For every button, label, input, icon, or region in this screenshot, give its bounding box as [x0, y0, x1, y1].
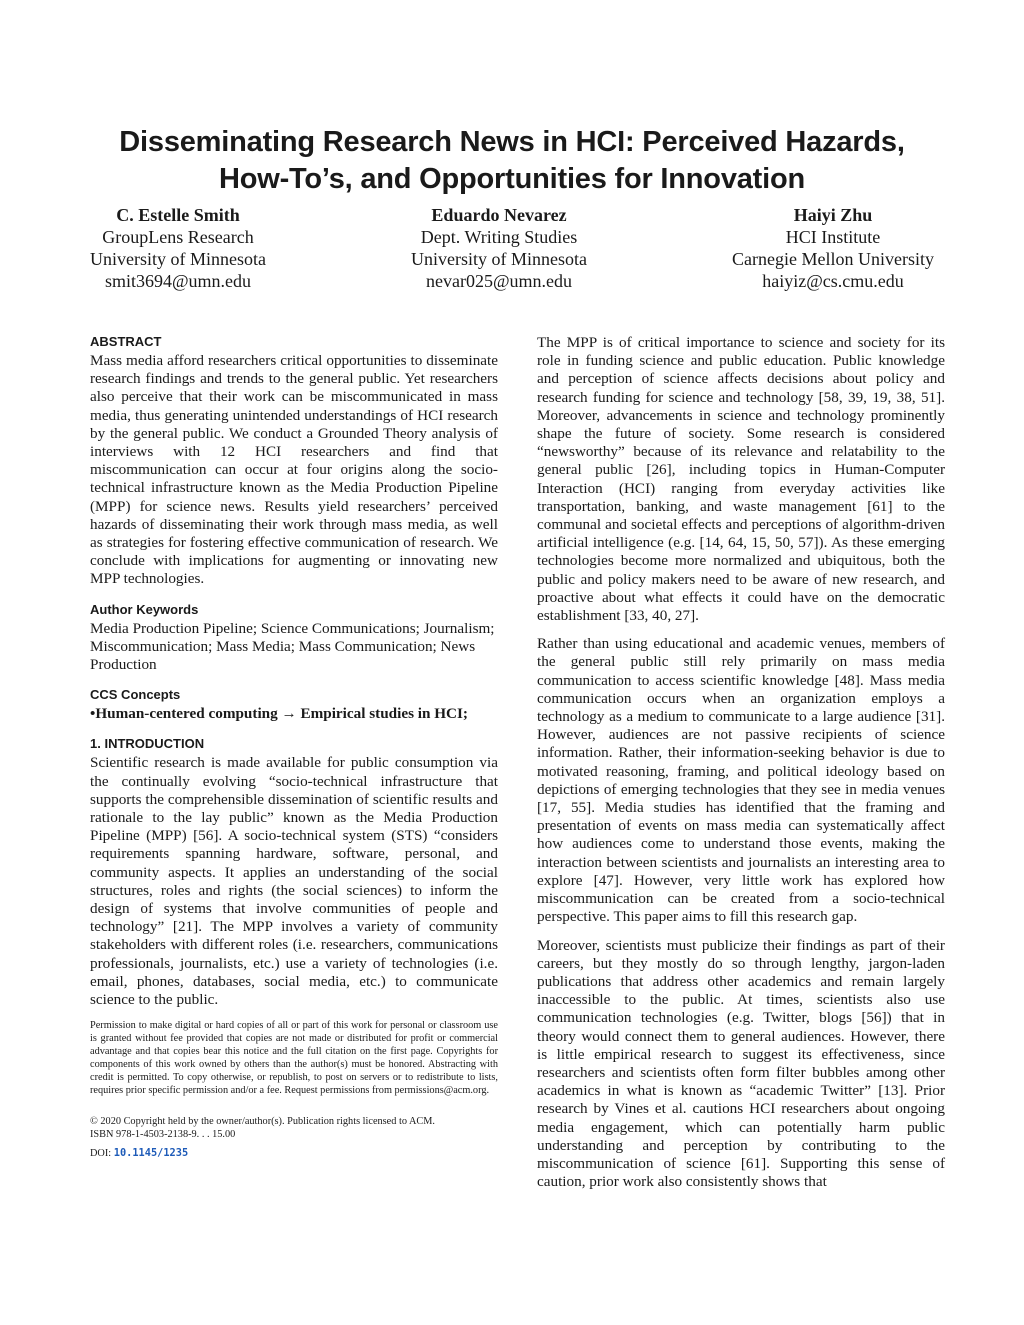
intro-paragraph-3: Rather than using educational and academic venues, members of the general public still rely primarily on mass media communication to access scientific knowledge [48]. Mass media communication occurs when an organization employs a technology as a medium to communicate to a large audience [31]. However, audiences are not passive recipients of science information. Rather, their information-seeking behavior is due to motivated reasoning, framing, and political ideology based on depictions of emerging technologies that they see in media venues [17, 55]. Media studies has identified that the framing and presentation of events on mass media can systematically affect how audiences come to understand those events, making the interaction between scientists and journalists an interesting area to explore [47]. However, very little work has explored how miscommunication can be created from a socio-technical perspective. This paper aims to fill this research gap.	[537, 635, 945, 926]
author-1	[90, 204, 266, 292]
author-department: GroupLens Research	[102, 227, 254, 247]
author-name: Eduardo Nevarez	[431, 205, 567, 225]
author-name: C. Estelle Smith	[116, 205, 240, 225]
author-department: Dept. Writing Studies	[420, 227, 578, 247]
isbn-text: ISBN 978-1-4503-2138-9. . . 15.00	[90, 1129, 236, 1141]
ccs-part-1: •Human-centered computing	[90, 705, 278, 723]
title-line-1: Disseminating Research News in HCI: Perceived Hazards,	[119, 126, 905, 158]
ccs-heading: CCS Concepts	[90, 687, 181, 703]
left-column	[90, 334, 498, 1160]
abstract-section	[90, 334, 498, 589]
doi-label: DOI:	[90, 1148, 112, 1160]
arrow-icon: →	[281, 705, 297, 723]
abstract-text: Mass media afford researchers critical opportunities to disseminate research findings and trends to the general public. Yet researchers also perceive that their work can be miscommunicated in mass media, thus generating unintended understandings of HCI research by the general public. We conduct a Grounded Theory analysis of interviews with 12 HCI researchers and find that miscommunication can occur at four origins along the socio-technical infrastructure known as the Media Production Pipeline (MPP) for science news. Results yield researchers’ perceived hazards of disseminating their work through mass media, as well as strategies for fostering effective communication of research. We conclude with implications for augmenting or innovating new MPP technologies.	[90, 352, 498, 588]
keywords-section	[90, 602, 498, 675]
introduction-heading: 1. INTRODUCTION	[90, 736, 205, 752]
permission-notice: Permission to make digital or hard copies of all or part of this work for personal or classroom use is granted without fee provided that copies are not made or distributed for profit or commercial advantage and that copies bear this notice and the full citation on the first page. Copyrights for components of this work owned by others than the author(s) must be honored. Abstracting with credit is permitted. To copy otherwise, or republish, to post on servers or to redistribute to lists, requires prior specific permission and/or a fee. Request permissions from permissions@acm.org.	[90, 1020, 498, 1097]
doi-line	[90, 1147, 498, 1160]
author-block	[90, 204, 934, 292]
paper-title	[60, 124, 964, 198]
author-name: Haiyi Zhu	[793, 205, 873, 225]
right-column	[537, 334, 945, 1201]
ccs-text	[90, 705, 498, 723]
copyright-notice	[90, 1115, 498, 1141]
author-email[interactable]: nevar025@umn.edu	[425, 271, 573, 291]
author-university: Carnegie Mellon University	[732, 249, 934, 269]
intro-paragraph-4: Moreover, scientists must publicize their findings as part of their careers, but they mostly do so through lengthy, jargon-laden publications that address other academics and remain largely inaccessible to the public. At times, scientists also use communication technologies (e.g. Twitter, blogs [56]) that in theory would connect them to general audiences. However, there is little empirical research to suggest its effectiveness, since researchers and scientists often form filter bubbles among other academics in what is known as “academic Twitter” [13]. Prior research by Vines et al. cautions HCI researchers about ongoing media engagement, which can potentially harm public understanding and perception by contributing to the miscommunication of science [61]. Supporting this sense of caution, prior work also consistently shows that	[537, 936, 945, 1191]
author-email[interactable]: haiyiz@cs.cmu.edu	[762, 271, 904, 291]
doi-link[interactable]: 10.1145/1235	[113, 1147, 189, 1160]
introduction-text: Scientific research is made available for public consumption via the continually evolving “socio-technical infrastructure that supports the comprehensible dissemination of scientific results and rationale to the lay public” known as the Media Production Pipeline (MPP) [56]. A socio-technical system (STS) “considers requirements spanning hardware, software, personal, and community aspects. It applies an understanding of the social structures, roles and rights (the social sciences) to inform the design of systems that involve communities of people and technology” [21]. The MPP involves a variety of community stakeholders with different roles (i.e. researchers, communications professionals, journalists, etc.) use a variety of technologies (i.e. email, phones, databases, social media, etc.) to communicate science to the public.	[90, 754, 498, 1009]
ccs-section	[90, 687, 498, 723]
author-email[interactable]: smit3694@umn.edu	[104, 271, 252, 291]
keywords-text: Media Production Pipeline; Science Communications; Journalism; Miscommunication; Mass Media; Mass Communication; News Production	[90, 619, 495, 674]
intro-paragraph-2: The MPP is of critical importance to science and society for its role in funding science and public education. Public knowledge and perception of science affects decisions about policy and research funding for science and technology [58, 39, 19, 38, 51]. Moreover, advancements in science and technology prominently shape the future of society. Some research is considered “newsworthy” because of its relevance and relatability to the general public [26], including topics in Human-Computer Interaction (HCI) ranging from everyday activities like transportation, banking, and waste management [61] to the communal and societal effects and perceptions of algorithm-driven artificial intelligence (e.g. [14, 64, 15, 50, 57]). As these emerging technologies become more normalized and ubiquitous, both the public and policy makers need to be aware of new research, and proactive about what effects it could have on the democratic establishment [33, 40, 27].	[537, 334, 945, 625]
copyright-text: © 2020 Copyright held by the owner/author(s). Publication rights licensed to ACM.	[90, 1116, 436, 1128]
author-university: University of Minnesota	[411, 249, 587, 269]
author-3	[732, 204, 934, 292]
author-university: University of Minnesota	[90, 249, 266, 269]
introduction-section	[90, 736, 498, 1009]
author-2	[411, 204, 587, 292]
keywords-heading: Author Keywords	[90, 601, 199, 617]
author-department: HCI Institute	[785, 227, 881, 247]
title-line-2: How-To’s, and Opportunities for Innovation	[218, 163, 806, 195]
ccs-part-2: Empirical studies in HCI;	[300, 705, 468, 723]
abstract-heading: ABSTRACT	[90, 334, 162, 349]
